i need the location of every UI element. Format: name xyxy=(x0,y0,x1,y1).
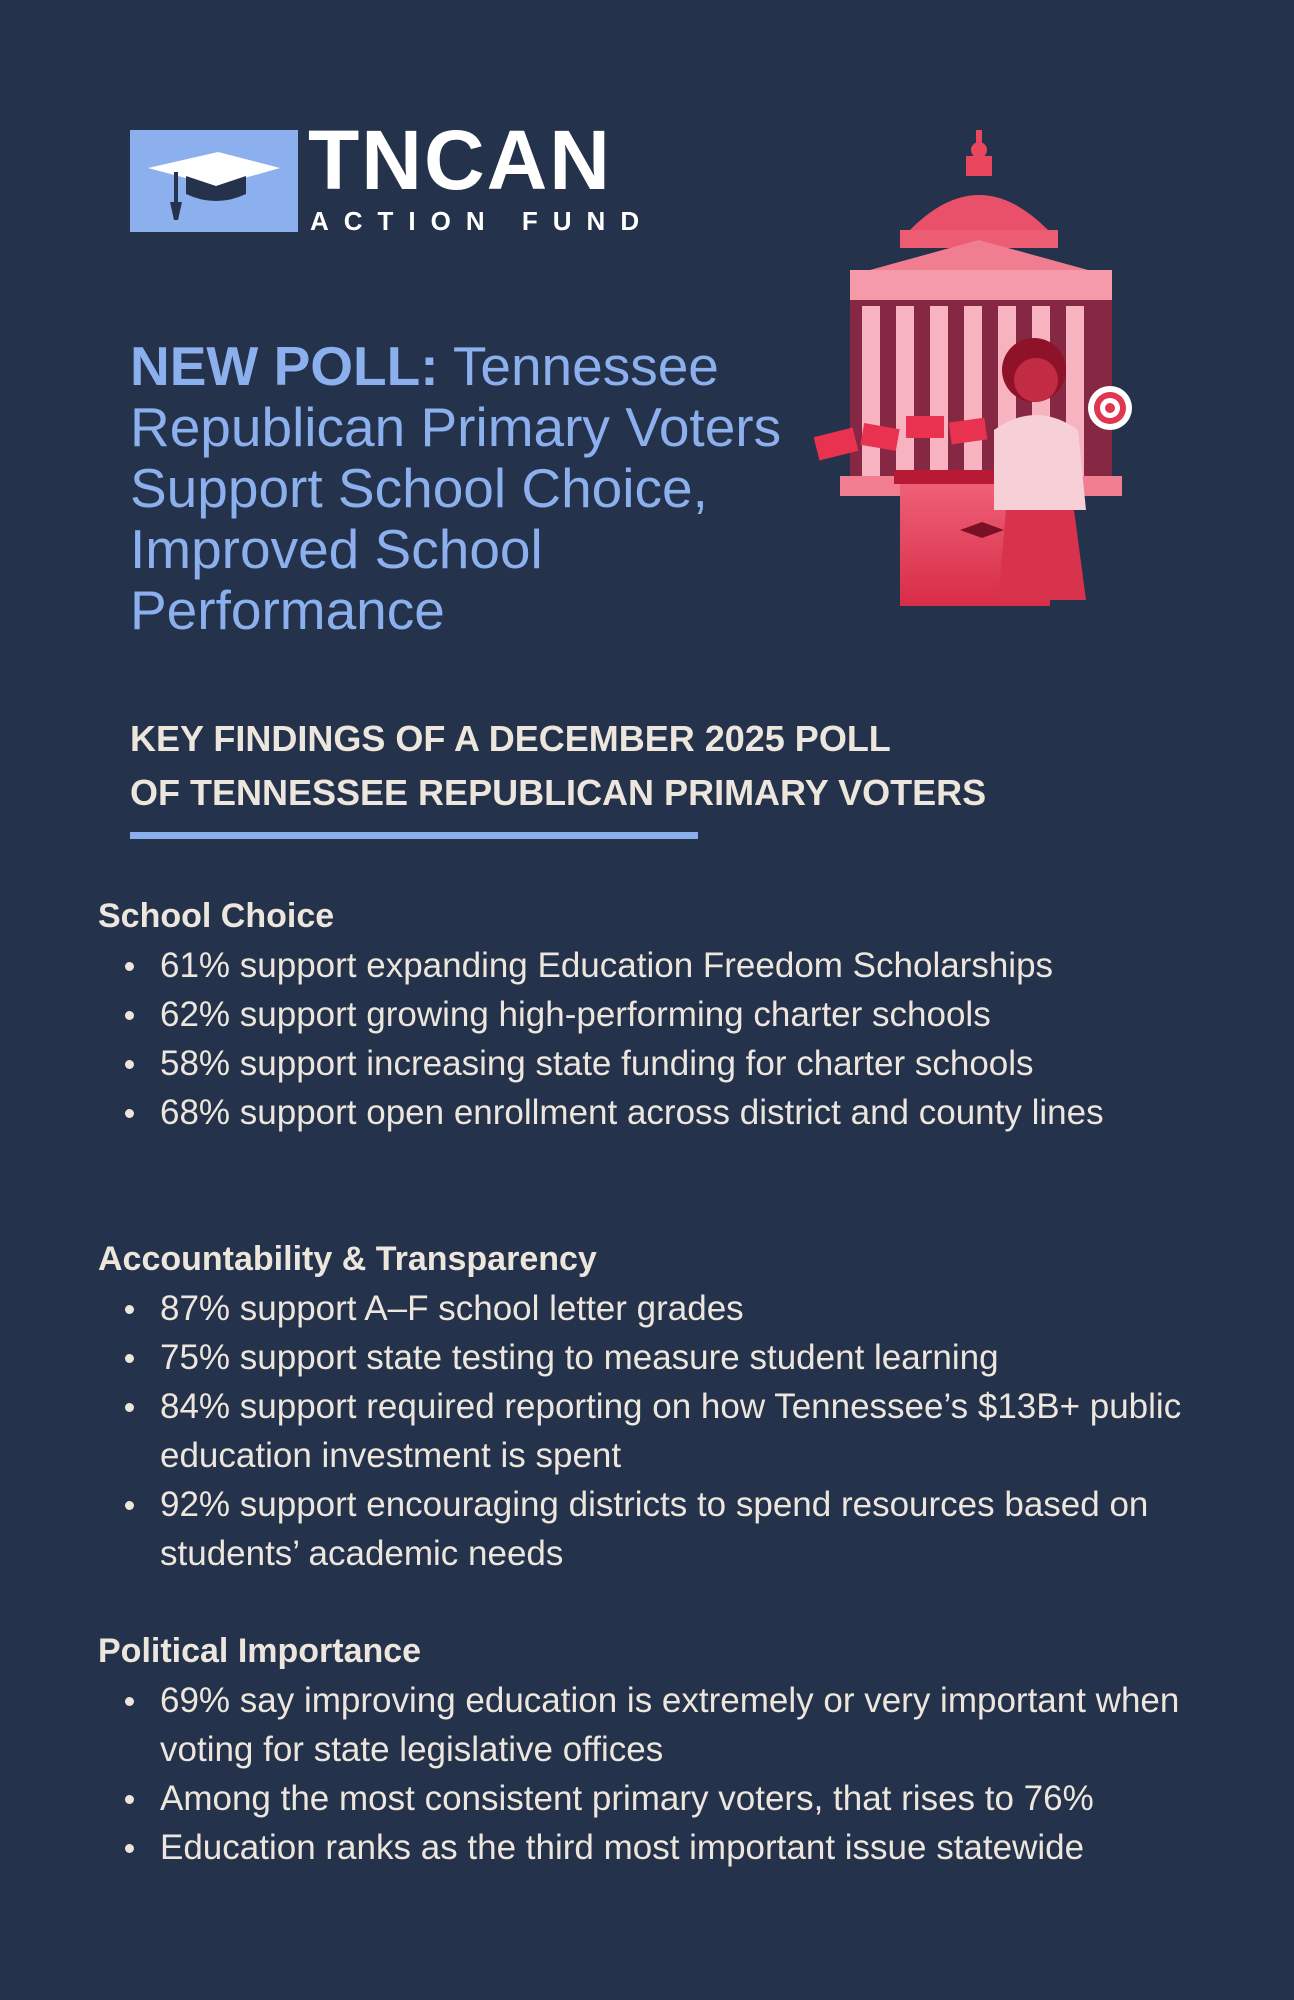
list-item: 69% say improving education is extremely or very important when voting for state legislative offices xyxy=(98,1676,1218,1774)
section-political-importance xyxy=(98,1626,1218,1872)
graduation-cap-icon xyxy=(130,130,298,232)
bullet-list xyxy=(98,941,1218,1137)
bullet-list xyxy=(98,1284,1218,1578)
list-item: Among the most consistent primary voters, that rises to 76% xyxy=(98,1774,1218,1823)
key-findings-line-1: KEY FINDINGS OF A DECEMBER 2025 POLL xyxy=(130,718,891,759)
list-item: 92% support encouraging districts to spend resources based on students’ academic needs xyxy=(98,1480,1218,1578)
list-item: 58% support increasing state funding for charter schools xyxy=(98,1039,1218,1088)
tncan-logo xyxy=(130,113,655,236)
list-item: 68% support open enrollment across district and county lines xyxy=(98,1088,1218,1137)
list-item: 62% support growing high-performing charter schools xyxy=(98,990,1218,1039)
list-item: 87% support A–F school letter grades xyxy=(98,1284,1218,1333)
logo-subtitle: ACTION FUND xyxy=(310,206,655,236)
section-school-choice xyxy=(98,891,1218,1137)
section-title: Political Importance xyxy=(98,1632,422,1670)
divider xyxy=(130,832,698,839)
section-accountability-transparency xyxy=(98,1234,1218,1578)
list-item: 84% support required reporting on how Tennessee’s $13B+ public education investment is spent xyxy=(98,1382,1218,1480)
logo-name: TNCAN xyxy=(308,113,612,207)
list-item: Education ranks as the third most important issue statewide xyxy=(98,1823,1218,1872)
page-title xyxy=(130,336,810,641)
capitol-illustration xyxy=(810,130,1150,620)
list-item: 75% support state testing to measure student learning xyxy=(98,1333,1218,1382)
bullet-list xyxy=(98,1676,1218,1872)
key-findings-heading xyxy=(130,712,1130,820)
list-item: 61% support expanding Education Freedom Scholarships xyxy=(98,941,1218,990)
section-title: School Choice xyxy=(98,897,335,935)
headline-text: Tennessee Republican Primary Voters Support School Choice, Improved School Performance xyxy=(130,335,782,641)
logo-box xyxy=(130,130,298,232)
headline-lead: NEW POLL: xyxy=(130,335,439,397)
section-title: Accountability & Transparency xyxy=(98,1240,597,1278)
capitol-building-icon xyxy=(810,130,1150,620)
key-findings-line-2: OF TENNESSEE REPUBLICAN PRIMARY VOTERS xyxy=(130,772,987,813)
